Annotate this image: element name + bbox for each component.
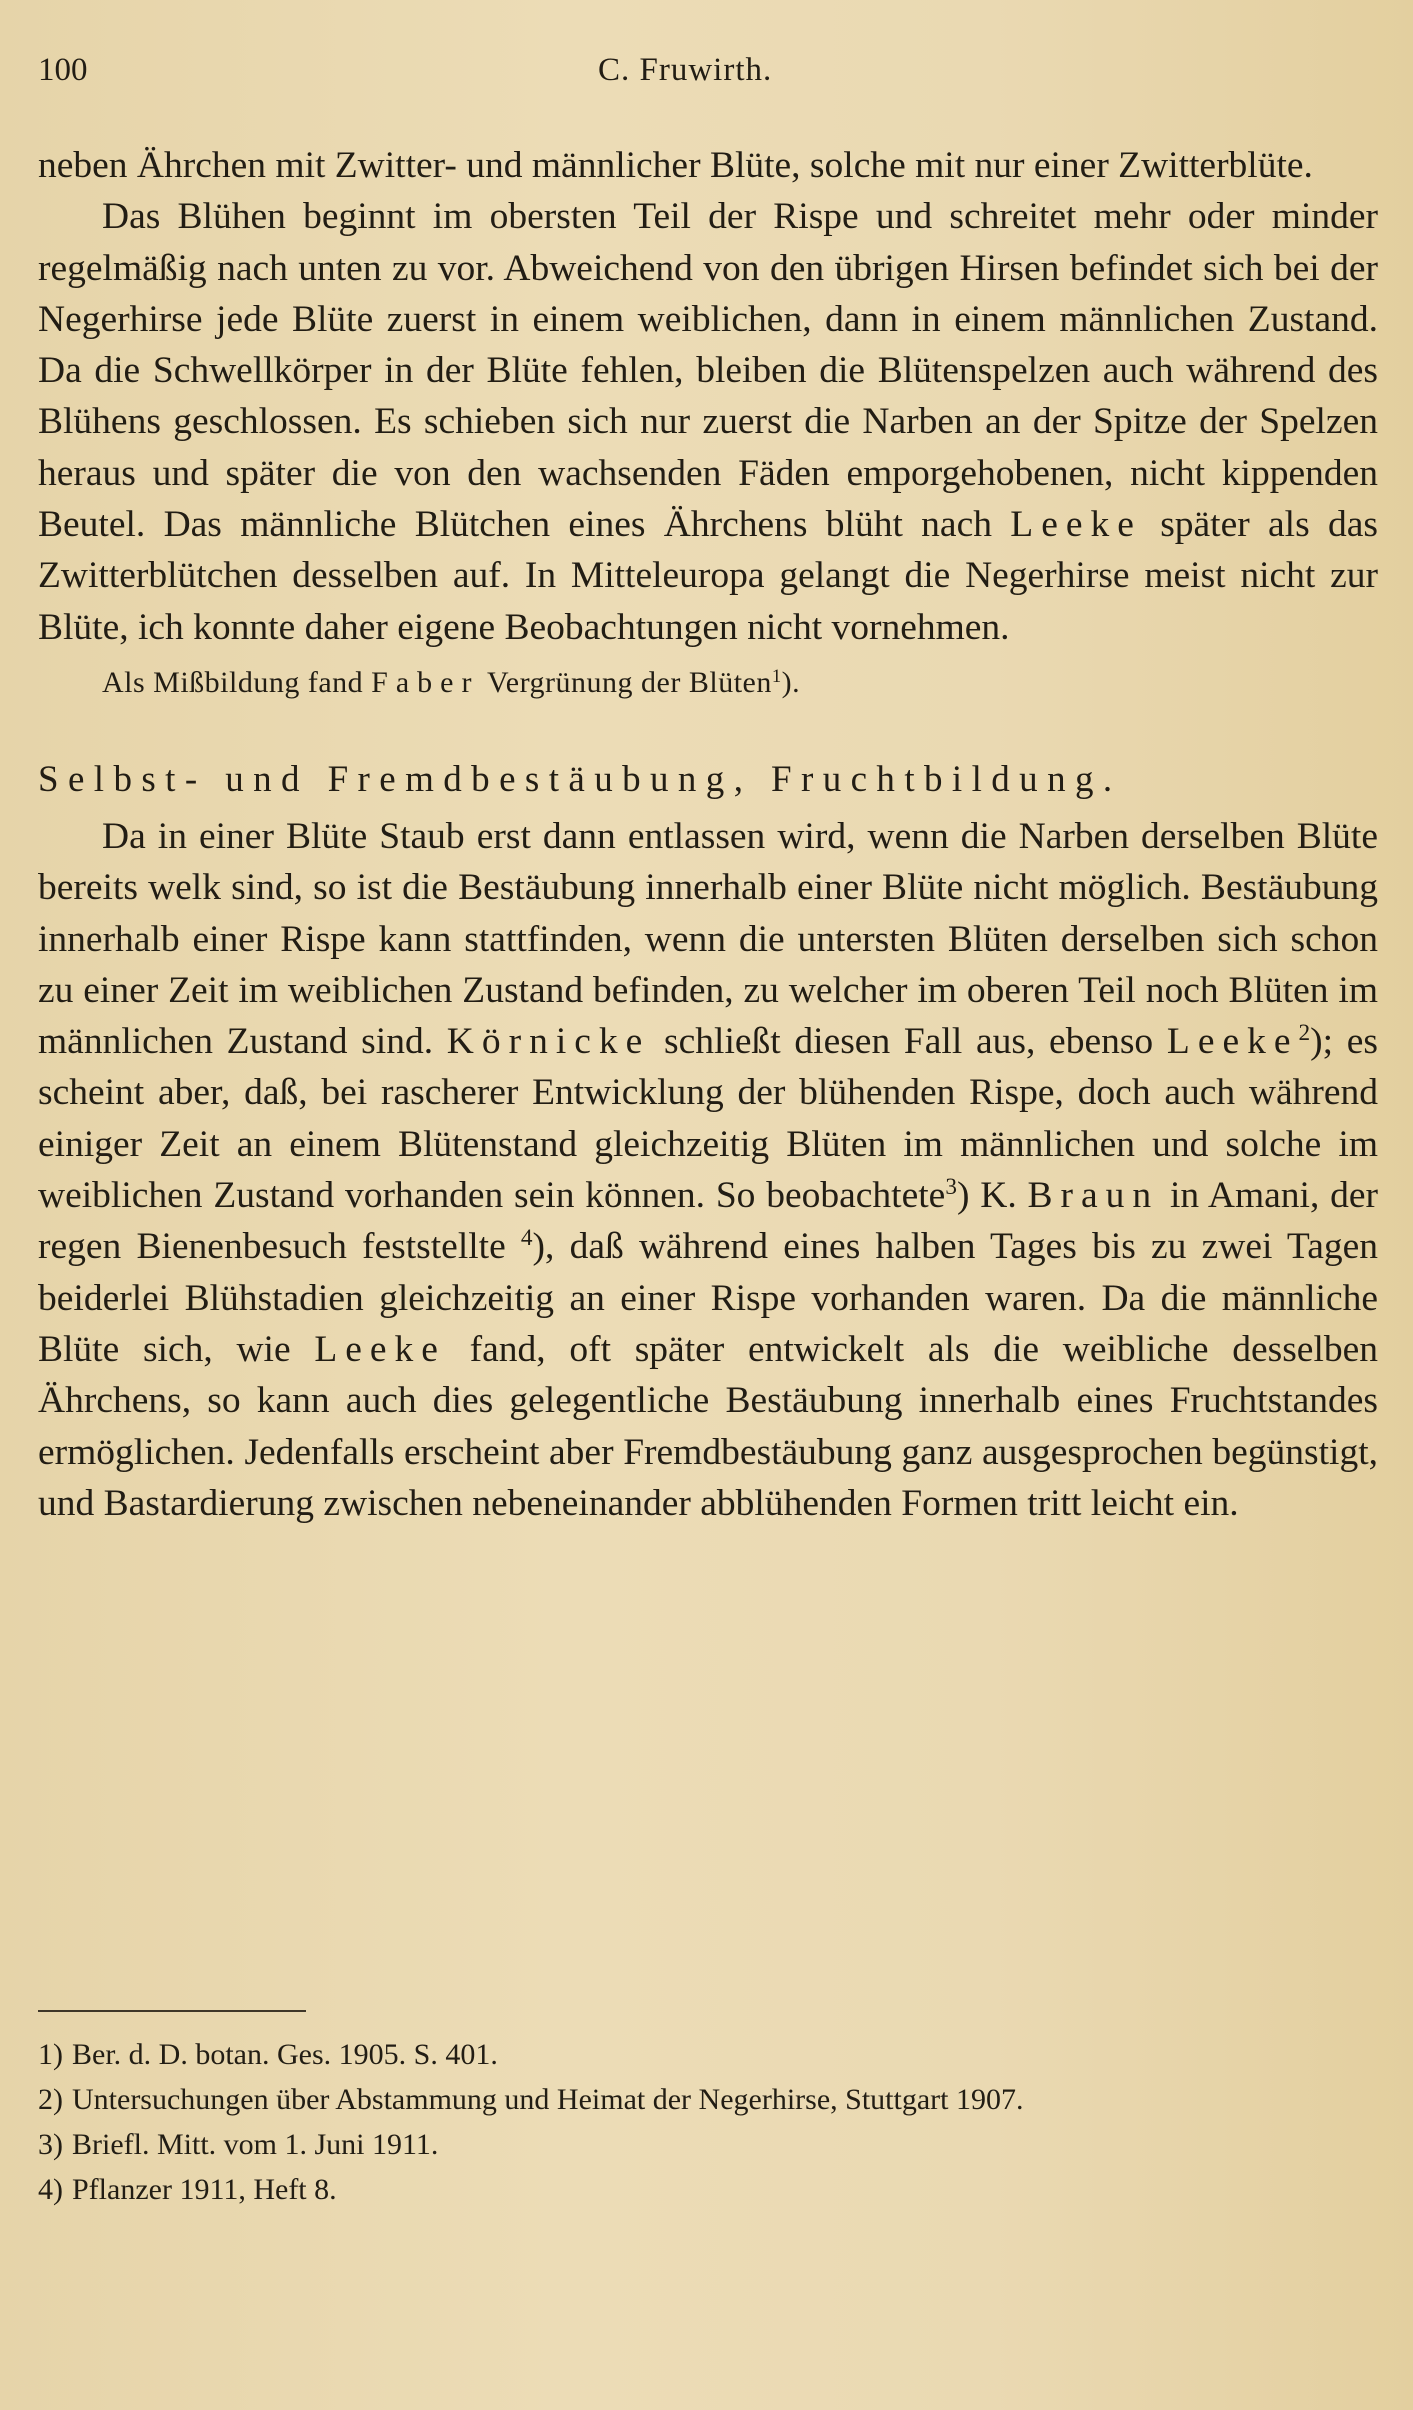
- footnote-ref: 1: [771, 665, 782, 687]
- author-name-leeke: Leeke: [1166, 1021, 1299, 1063]
- footnote-mark: 2): [38, 2083, 63, 2116]
- paragraph-text: Das Blühen beginnt im obersten Teil der Rispe und schreitet mehr oder minder regelmäßig nach unten zu vor. Abweichend von den übrigen Hirsen befindet sich bei der Negerhirse jede Blüte zuerst in einem weiblichen, dann in einem männlichen Zustand. Da die Schwellkörper in der Blüte fehlen, bleiben die Blütenspelzen auch während des Blühens geschlossen. Es schieben sich nur zuerst die Narben an der Spitze der Spelzen heraus und später die von den wachsenden Fäden emporgehobenen, nicht kippenden Beutel. Das männliche Blütchen eines Ährchens blüht nach: [38, 196, 1378, 546]
- body-text: [38, 140, 1378, 1529]
- running-title: C. Fruwirth.: [598, 52, 773, 88]
- footnote-text: Untersuchungen über Abstammung und Heimat der Negerhirse, Stuttgart 1907.: [72, 2083, 1024, 2116]
- paragraph-malformation: [38, 661, 1378, 705]
- paragraph-text: ) K.: [956, 1175, 1017, 1217]
- paragraph-text: ).: [781, 665, 801, 699]
- author-name-leeke: Leeke: [314, 1328, 446, 1370]
- footnote-ref: 4: [520, 1225, 533, 1252]
- paragraph-text: ), daß während eines halben Tages bis zu zwei Tagen beiderlei Blühstadien gleichzeitig an einer Rispe vorhanden waren. Da die männliche Blüte sich, wie: [38, 1226, 1378, 1370]
- paragraph-text: später als das Zwitterblütchen desselben auf. In Mitteleuropa gelangt die Negerhirse meist nicht zur Blüte, ich konnte daher eigene Beobachtungen nicht vornehmen.: [38, 504, 1378, 648]
- footnote-text: Ber. d. D. botan. Ges. 1905. S. 401.: [72, 2038, 498, 2071]
- paragraph-text: schließt diesen Fall aus, ebenso: [664, 1021, 1154, 1063]
- paragraph-pollination: [38, 811, 1378, 1529]
- paragraph-continuation: neben Ährchen mit Zwitter- und männlicher Blüte, solche mit nur einer Zwitterblüte.: [38, 145, 1313, 186]
- footnote-3: [38, 2124, 1378, 2166]
- paragraph-text: Als Mißbildung fand: [102, 665, 364, 699]
- footnotes: [38, 2034, 1378, 2214]
- section-heading: Selbst- und Fremdbestäubung, Fruchtbildung.: [38, 758, 1122, 800]
- footnote-divider: [38, 2010, 306, 2012]
- paragraph-text: in Amani, der regen Bienenbesuch feststellte: [38, 1175, 1379, 1268]
- footnote-text: Briefl. Mitt. vom 1. Juni 1911.: [72, 2128, 439, 2161]
- paragraph-text: Vergrünung der Blüten: [486, 665, 772, 699]
- page-number: 100: [38, 52, 88, 88]
- footnote-1: [38, 2034, 1378, 2076]
- footnote-text: Pflanzer 1911, Heft 8.: [72, 2173, 337, 2206]
- footnote-mark: 1): [38, 2038, 63, 2071]
- paragraph-text: fand, oft später entwickelt als die weibliche desselben Ährchens, so kann auch dies gelegentliche Bestäubung innerhalb eines Fruchtstandes ermöglichen. Jedenfalls erscheint aber Fremdbestäubung ganz ausgesprochen begünstigt, und Bastardierung zwischen nebeneinander abblühenden Formen tritt leicht ein.: [38, 1328, 1379, 1524]
- footnote-mark: 4): [38, 2173, 63, 2206]
- footnote-mark: 3): [38, 2128, 63, 2161]
- footnote-4: [38, 2169, 1378, 2211]
- paragraph-text: ); es scheint aber, daß, bei rascherer Entwicklung der blühenden Rispe, doch auch während einiger Zeit an einem Blütenstand gleichzeitig Blüten im männlichen und solche im weiblichen Zustand vorhanden sein können. So beobachtete: [38, 1021, 1378, 1217]
- paragraph-flowering: [38, 191, 1378, 653]
- author-name-braun: Braun: [1027, 1175, 1160, 1217]
- footnote-ref: 3: [945, 1174, 957, 1201]
- footnote-2: [38, 2079, 1378, 2121]
- author-name-leeke: Leeke: [1010, 504, 1142, 546]
- author-name-koernicke: Körnicke: [446, 1021, 651, 1063]
- author-name-faber: Faber: [371, 665, 480, 699]
- paragraph-text: Da in einer Blüte Staub erst dann entlassen wird, wenn die Narben derselben Blüte bereits welk sind, so ist die Bestäubung innerhalb einer Blüte nicht möglich. Bestäubung innerhalb einer Rispe kann stattfinden, wenn die untersten Blüten derselben sich schon zu einer Zeit im weiblichen Zustand befinden, zu welcher im oberen Teil noch Blüten im männlichen Zustand sind.: [38, 815, 1378, 1063]
- footnote-ref: 2: [1298, 1020, 1311, 1047]
- page-header: [38, 52, 1375, 102]
